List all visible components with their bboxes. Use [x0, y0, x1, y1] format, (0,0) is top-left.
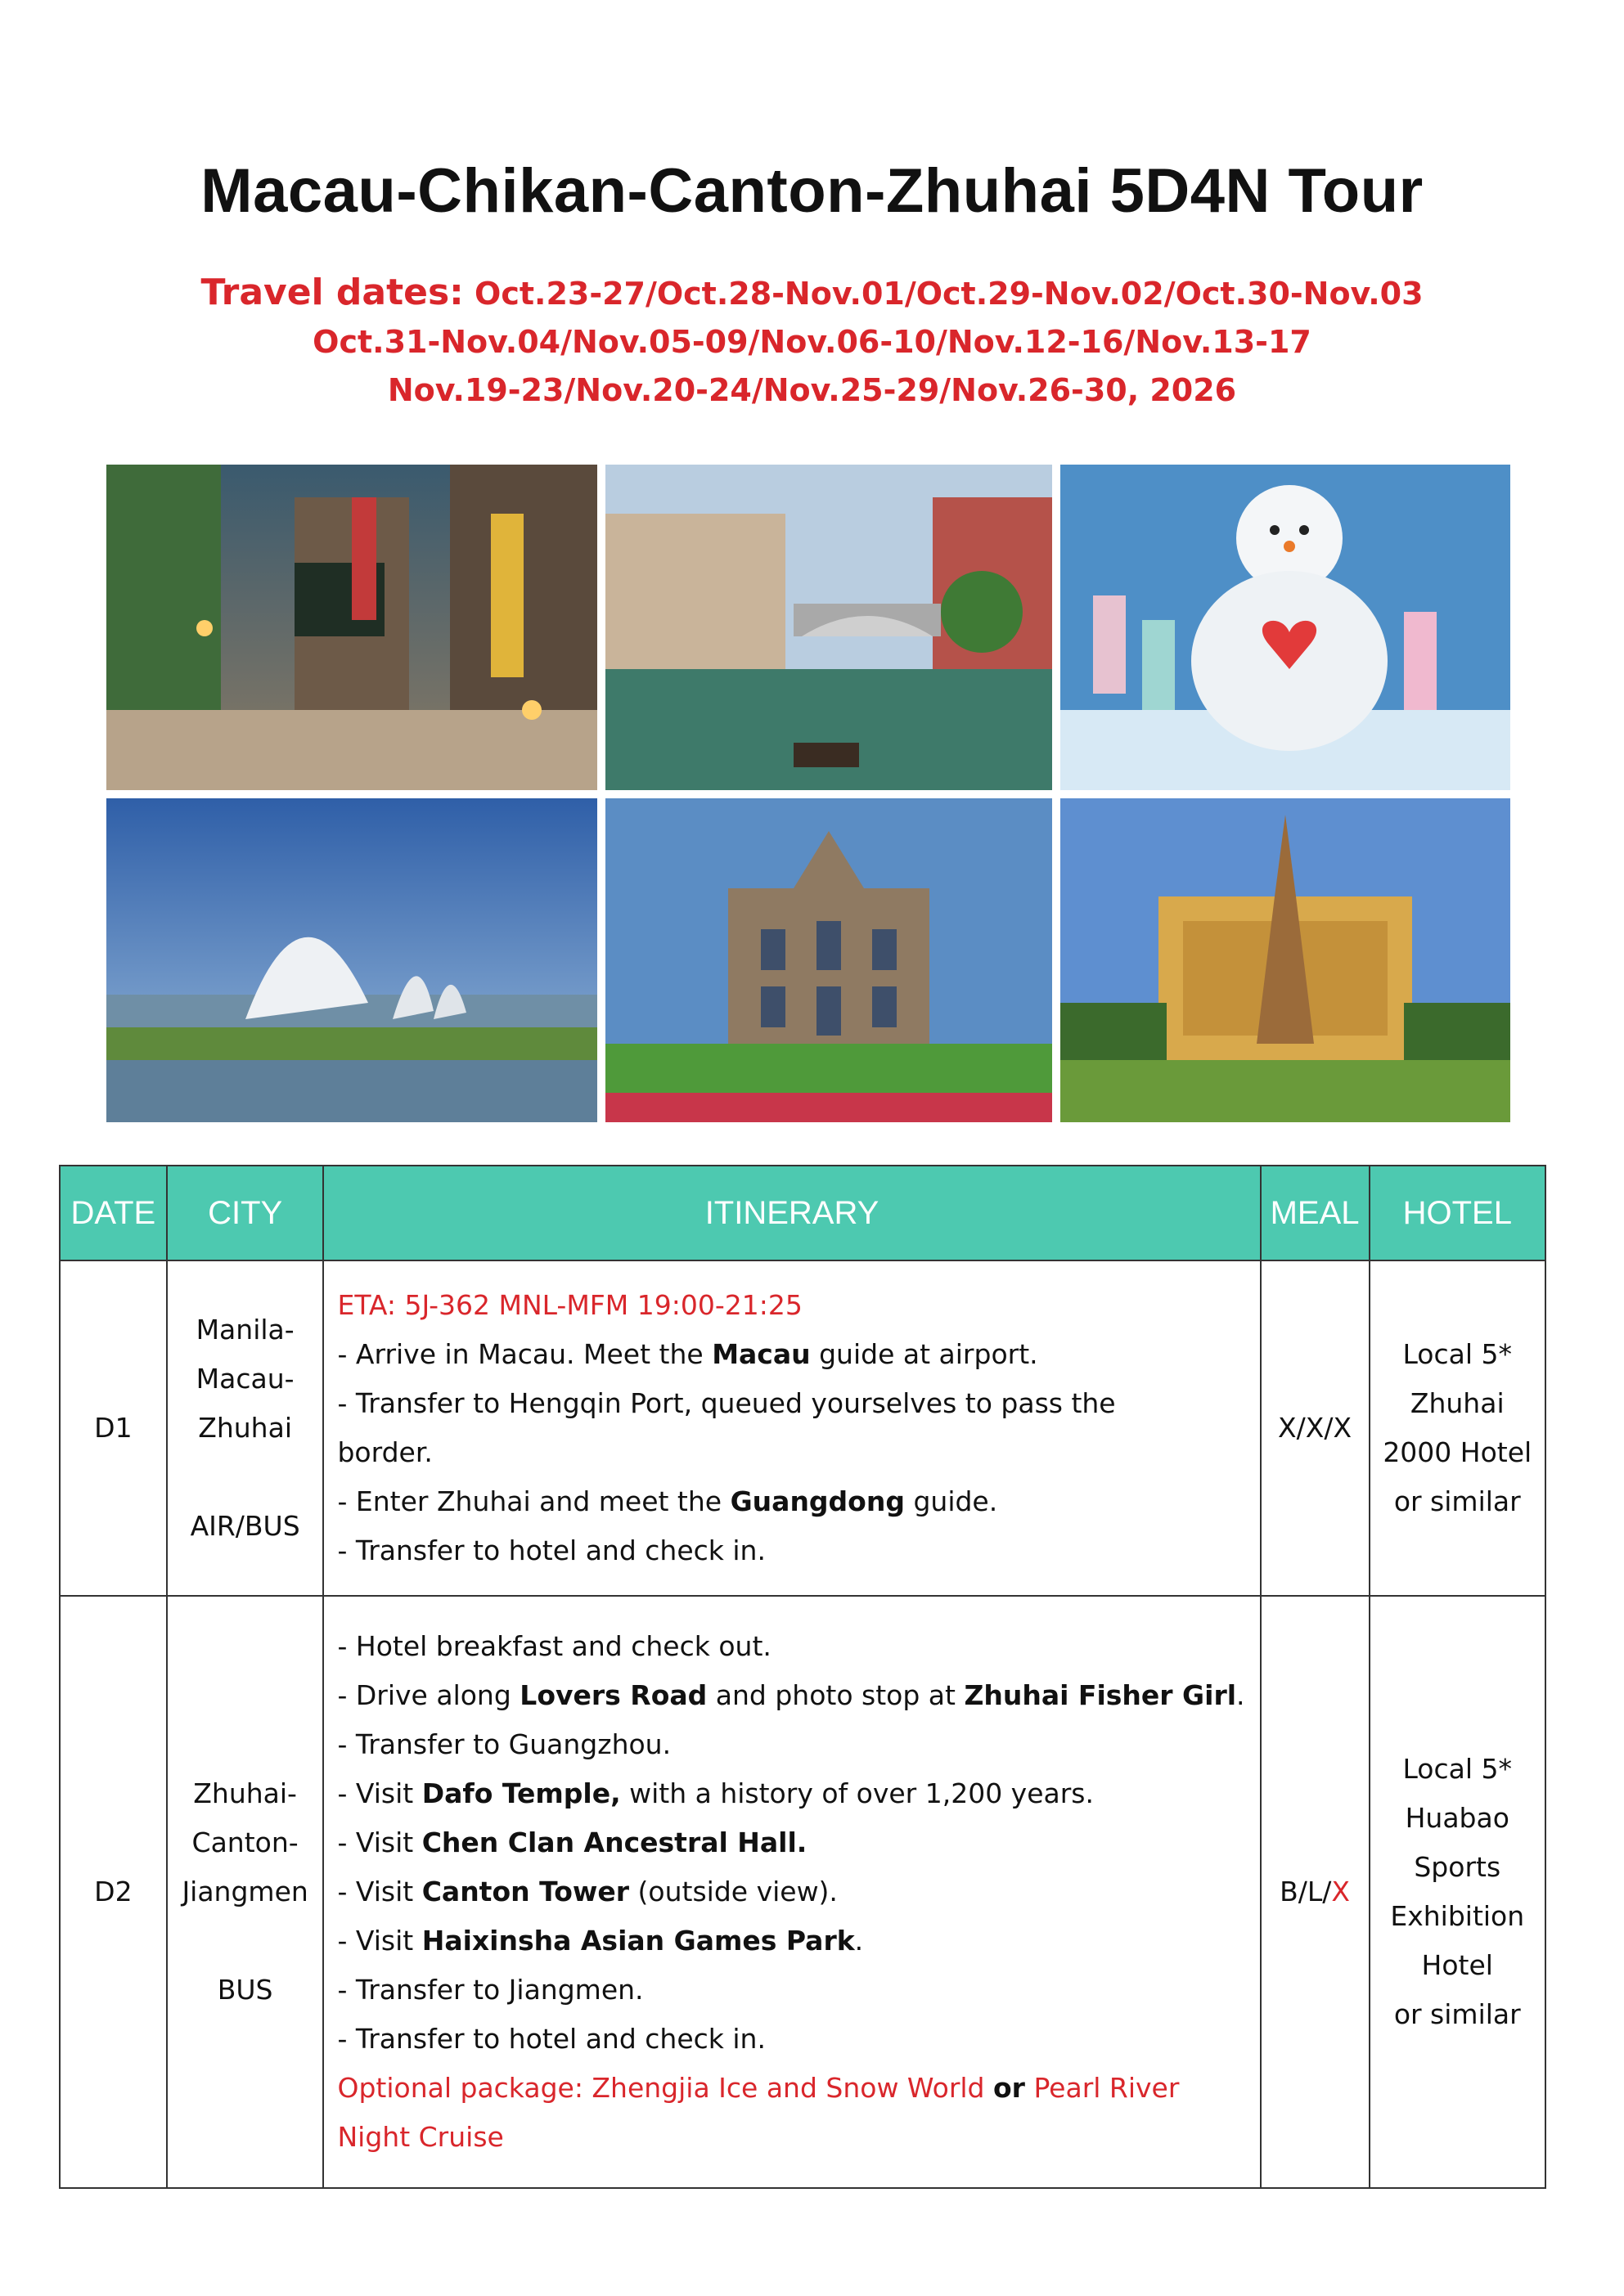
itinerary-item: - Arrive in Macau. Meet the Macau guide at airport. — [337, 1338, 1038, 1370]
travel-dates-line-3: Nov.19-23/Nov.20-24/Nov.25-29/Nov.26-30, 2026 — [387, 372, 1237, 408]
header-meal: MEAL — [1261, 1166, 1370, 1260]
itinerary-item: - Transfer to Hengqin Port, queued yourselves to pass the — [337, 1387, 1116, 1419]
header-date: DATE — [60, 1166, 167, 1260]
itinerary-item: - Visit Dafo Temple, with a history of over 1,200 years. — [337, 1777, 1094, 1809]
hotel-cell: Local 5* Zhuhai 2000 Hotel or similar — [1370, 1260, 1545, 1596]
travel-dates-line-1: Travel dates: Oct.23-27/Oct.28-Nov.01/Oct.29-Nov.02/Oct.30-Nov.03 — [200, 272, 1424, 313]
photo-chikan-canal — [605, 465, 1052, 790]
itinerary-item: - Visit Haixinsha Asian Games Park. — [337, 1925, 864, 1957]
itinerary-item: - Transfer to Jiangmen. — [337, 1974, 644, 2006]
header-hotel: HOTEL — [1370, 1166, 1545, 1260]
travel-dates — [0, 268, 1624, 415]
header-city: CITY — [167, 1166, 324, 1260]
itinerary-item: - Visit Chen Clan Ancestral Hall. — [337, 1826, 808, 1858]
itinerary-cell — [323, 1596, 1260, 2188]
transport-mode: AIR/BUS — [190, 1510, 300, 1542]
itinerary-item: - Transfer to hotel and check in. — [337, 2023, 766, 2055]
itinerary-item: - Transfer to hotel and check in. — [337, 1534, 766, 1566]
photo-ruins-of-st-pauls — [605, 798, 1052, 1122]
itinerary-table — [59, 1165, 1546, 2189]
optional-package-cont: Night Cruise — [337, 2121, 504, 2153]
flight-eta: ETA: 5J-362 MNL-MFM 19:00-21:25 — [337, 1289, 803, 1321]
city-cell: Zhuhai- Canton- Jiangmen BUS — [167, 1596, 324, 2188]
itinerary-item: - Visit Canton Tower (outside view). — [337, 1876, 838, 1907]
itinerary-item: - Enter Zhuhai and meet the Guangdong guide. — [337, 1485, 998, 1517]
itinerary-cell — [323, 1260, 1260, 1596]
page-title: Macau-Chikan-Canton-Zhuhai 5D4N Tour — [200, 156, 1424, 226]
meal-cell: X/X/X — [1261, 1260, 1370, 1596]
city-cell: Manila- Macau- Zhuhai AIR/BUS — [167, 1260, 324, 1596]
header-itinerary: ITINERARY — [323, 1166, 1260, 1260]
transport-mode: BUS — [217, 1974, 273, 2006]
itinerary-item: - Hotel breakfast and check out. — [337, 1630, 772, 1662]
photo-zhuhai-opera-house — [106, 798, 597, 1122]
optional-package: Optional package: Zhengjia Ice and Snow World or Pearl River — [337, 2072, 1180, 2104]
table-header-row — [60, 1166, 1545, 1260]
photo-macau-street — [106, 465, 597, 790]
travel-dates-label: Travel dates: — [200, 272, 464, 313]
table-row-d1 — [60, 1260, 1545, 1596]
table-row-d2 — [60, 1596, 1545, 2188]
meal-cell: B/L/X — [1261, 1596, 1370, 2188]
itinerary-item: - Drive along Lovers Road and photo stop at Zhuhai Fisher Girl. — [337, 1679, 1245, 1711]
hotel-cell: Local 5* Huabao Sports Exhibition Hotel or similar — [1370, 1596, 1545, 2188]
photo-eiffel-tower-hotel — [1060, 798, 1510, 1122]
itinerary-item: - Transfer to Guangzhou. — [337, 1728, 672, 1760]
day-cell: D2 — [60, 1596, 167, 2188]
photo-ice-snow-world — [1060, 465, 1510, 790]
itinerary-item: border. — [337, 1436, 433, 1468]
day-cell: D1 — [60, 1260, 167, 1596]
travel-dates-line-2: Oct.31-Nov.04/Nov.05-09/Nov.06-10/Nov.12-16/Nov.13-17 — [313, 324, 1311, 360]
